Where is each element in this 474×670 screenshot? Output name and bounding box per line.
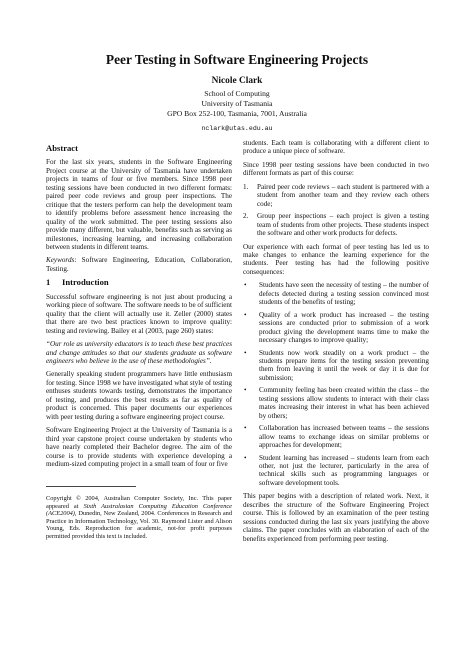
right-paragraph-4: This paper begins with a description of related work. Next, it describes the structure of the Software Engineering Project course. This is followed by an examination of the peer testing sessions conducted during the last six years justifying the above claims. The paper concludes with an elaboration of each of the benefits experienced from performing peer testing. (243, 492, 429, 543)
intro-paragraph-1: Successful software engineering is not just about producing a working piece of software. The software needs to be of sufficient quality that the client will actually use it. Zeller (2000) states that there are two best practices known to improve quality: testing and reviewing. Bailey et al (2003, page 260) states: (46, 292, 232, 335)
copyright-conference: Sixth Australasian Computing Education Conference (ACE2004) (46, 502, 232, 518)
right-column (243, 139, 429, 548)
bullet-icon: • (244, 281, 247, 290)
intro-paragraph-2: Generally speaking student programmers have little enthusiasm for testing. Since 1998 we have investigated what style of testing enthuses students towards testing, demonstrates the importance of testing, and produces the best results as far as quality of product is concerned. This paper documents our experiences with peer testing during a software engineering project course. (46, 370, 232, 421)
list-item-text: Paired peer code reviews – each student is partnered with a student from another team and they review each others code; (257, 182, 429, 208)
copyright-part-1: Copyright © 2004, Australian Computer Society, Inc. This paper appeared at (46, 495, 232, 510)
list-item (243, 281, 429, 306)
list-item-text: Collaboration has increased between teams – the sessions allow teams to exchange ideas on similar problems or approaches for development; (259, 424, 429, 450)
intro-quote: “Our role as university educators is to teach these best practices and change attitudes so that our students graduate as software engineers who believe in the use of these methodologies”. (46, 340, 232, 365)
bullet-icon: • (244, 348, 247, 357)
bullet-icon: • (244, 453, 247, 462)
list-item-text: Group peer inspections – each project is given a testing team of students from other projects. These students inspect the software and other work products for defects. (257, 212, 429, 238)
right-paragraph-3: Our experience with each format of peer testing has led us to make changes to enhance the learning experience for the students. Peer testing has had the following positive consequences: (243, 242, 429, 276)
keywords-text: : Software Engineering, Education, Collaboration, Testing. (46, 256, 232, 273)
copyright-notice (46, 495, 232, 540)
list-item-text: Students now work steadily on a work product – the students prepare items for the testing session preventing them from leaving it until the week or day it is due for submission; (259, 348, 429, 382)
affiliation-address: GPO Box 252-100, Tasmania, 7001, Australia (167, 109, 307, 118)
consequences-list (243, 281, 429, 487)
footnote-divider (46, 486, 136, 487)
list-item-text: Student learning has increased – students learn from each other, not just the lecturer, particularly in the area of technical skills such as programming languages or software development tools. (259, 453, 429, 487)
list-number: 2. (243, 212, 249, 221)
introduction-heading (46, 278, 232, 286)
list-item-text: Community feeling has been created within the class – the testing sessions allow students to interact with their class mates increasing their interest in what has been achieved by others; (259, 386, 429, 420)
left-column (46, 140, 232, 540)
author-name: Nicole Clark (211, 76, 263, 86)
section-number: 1 (46, 277, 51, 288)
affiliation-school: School of Computing (204, 89, 270, 98)
abstract-text: For the last six years, students in the Software Engineering Project course at the University of Tasmania have undertaken projects in teams of four or five members. Since 1998 peer testing sessions have been conducted in two different formats: paired peer code reviews and group peer inspections. The critique that the testers perform can help the development team to identify problems before assessment hence increasing the quality of the work submitted. The peer testing sessions also provide many different, but valuable, benefits such as serving as milestones, increasing learning, and increasing collaboration between students in different teams. (46, 158, 232, 251)
right-paragraph-2: Since 1998 peer testing sessions have been conducted in two different formats as part of this course: (243, 160, 429, 178)
list-number: 1. (243, 182, 249, 191)
list-item (243, 349, 429, 383)
section-title: Introduction (62, 277, 109, 288)
list-item-text: Students have seen the necessity of testing – the number of defects detected during a testing session convinced most students of the benefits of testing; (259, 281, 429, 307)
bullet-icon: • (244, 424, 247, 433)
list-item-text: Quality of a work product has increased – the testing sessions are conducted prior to submission of a work product giving the development teams time to make the necessary changes to improve quality; (259, 310, 429, 345)
list-item (243, 183, 429, 208)
affiliation-university: University of Tasmania (201, 99, 273, 108)
list-item (243, 454, 429, 488)
keywords (46, 256, 232, 273)
right-paragraph-1: students. Each team is collaborating with a different client to produce a unique piece of software. (243, 139, 429, 156)
intro-paragraph-3: Software Engineering Project at the University of Tasmania is a third year capstone project course undertaken by students who have nearly completed their Bachelor degree. The aim of the course is to provide students with experience developing a medium-sized computing project in a small team of four or five (46, 426, 232, 468)
author-email: nclark@utas.edu.au (201, 125, 273, 132)
list-item (243, 311, 429, 345)
copyright-part-2: , Dunedin, New Zealand, 2004. Conferences in Research and Practice in Information Technology, Vol. 30. Raymond Lister and Alison Young, Eds. Reproduction for academic, not-for profit purposes permitted provided this text is included. (46, 510, 232, 540)
affiliation (0, 89, 474, 119)
list-item (243, 424, 429, 449)
list-item (243, 212, 429, 237)
abstract-heading: Abstract (46, 143, 78, 153)
list-item (243, 386, 429, 420)
bullet-icon: • (244, 386, 247, 395)
bullet-icon: • (244, 310, 247, 319)
paper-title: Peer Testing in Software Engineering Projects (105, 52, 369, 67)
formats-list (243, 183, 429, 238)
keywords-label: Keywords (46, 256, 75, 265)
